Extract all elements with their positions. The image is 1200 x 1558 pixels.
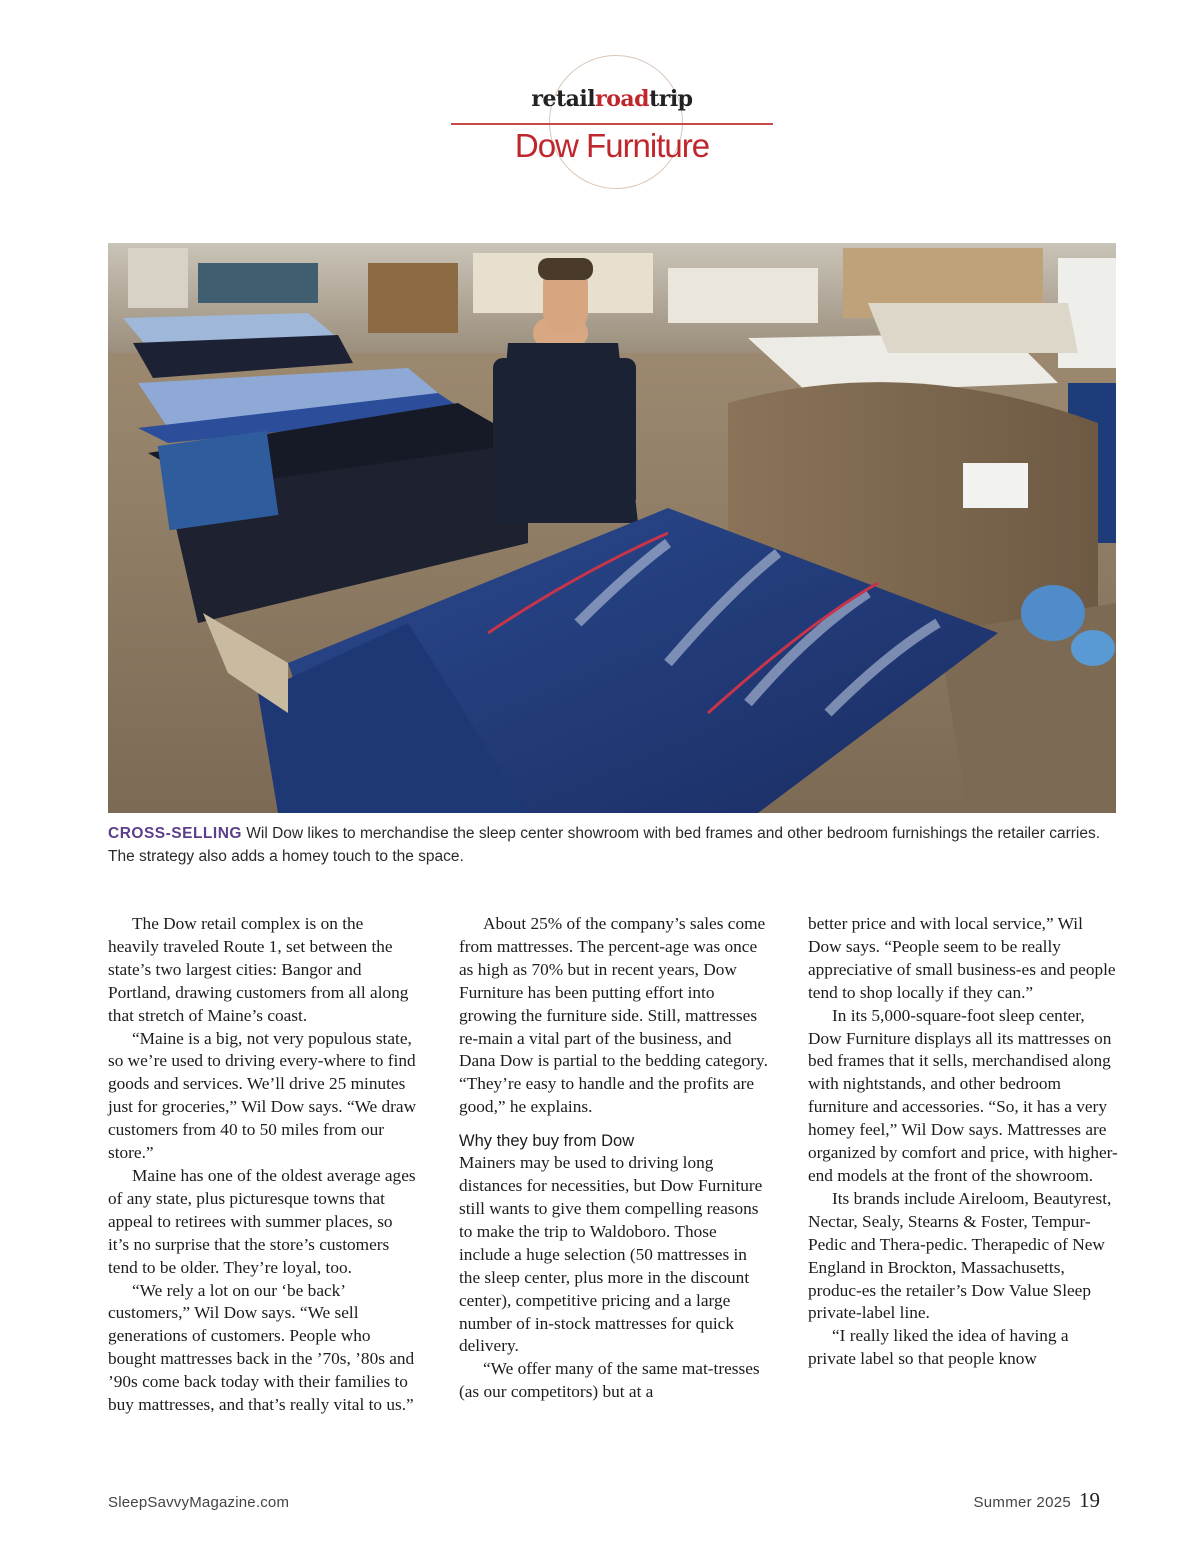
paragraph: “I really liked the idea of having a private label so that people know	[808, 1326, 1069, 1369]
kicker-retail: retail	[531, 86, 596, 112]
caption-text: Wil Dow likes to merchandise the sleep center showroom with bed frames and other bedroom furnishings the retailer carries. The strategy also adds a homey touch to the space.	[108, 825, 1101, 865]
page-number: 19	[1079, 1488, 1100, 1512]
paragraph: Its brands include Aireloom, Beautyrest, Nectar, Sealy, Stearns & Foster, Tempur-Pedic and Thera-pedic. Therapedic of New England in Brockton, Massachusetts, produc-es the retailer’s Dow Value Sleep private-label line.	[808, 1188, 1112, 1323]
subheading: Why they buy from Dow	[459, 1132, 635, 1151]
paragraph: The Dow retail complex is on the heavily traveled Route 1, set between the state’s two largest cities: Bangor and Portland, drawing customers from all along that stretch of Maine’s coast.	[108, 914, 409, 1025]
caption-lead: CROSS-SELLING	[108, 825, 242, 842]
paragraph: Mainers may be used to driving long distances for necessities, but Dow Furniture still wants to give them compelling reasons to make the trip to Waldoboro. Those include a huge selection (50 mattresses in the sleep center, plus more in the discount center), competitive pricing and a large number of in-stock mattresses for quick delivery.	[459, 1153, 763, 1356]
section-header	[0, 0, 1200, 230]
paragraph: better price and with local service,” Wil Dow says. “People seem to be really appreciative of small business-es and people tend to shop locally if they can.”	[808, 914, 1116, 1002]
kicker-trip: trip	[649, 86, 693, 112]
footer-issue-info	[973, 1488, 1100, 1513]
section-kicker	[451, 86, 773, 112]
paragraph: Maine has one of the oldest average ages of any state, plus picturesque towns that appeal to retirees with summer places, so it’s no surprise that the store’s customers tend to be older. They’re loyal, too.	[108, 1165, 416, 1277]
footer-website: SleepSavvyMagazine.com	[108, 1494, 290, 1511]
header-rule	[451, 123, 773, 125]
paragraph: In its 5,000-square-foot sleep center, Dow Furniture displays all its mattresses on bed frames that it sells, merchandised along with nightstands, and other bedroom furniture and accessories. “So, it has a very homey feel,” Wil Dow says. Mattresses are organized by comfort and price, with higher-end models at the front of the showroom.	[808, 1005, 1118, 1185]
section-title: Dow Furniture	[514, 127, 710, 164]
paragraph: About 25% of the company’s sales come from mattresses. The percent-age was once as high as 70% but in recent years, Dow Furniture has been putting effort into growing the furniture side. Still, mattresses re-main a vital part of the business, and Dana Dow is partial to the bedding category. “They’re easy to handle and the profits are good,” he explains.	[459, 914, 768, 1117]
showroom-photo	[108, 243, 1116, 813]
kicker-road: road	[595, 86, 650, 112]
article-column-1	[108, 913, 418, 1417]
footer-issue: Summer 2025	[973, 1494, 1071, 1511]
paragraph: “We rely a lot on our ‘be back’ customers,” Wil Dow says. “We sell generations of customers. People who bought mattresses back in the ’70s, ’80s and ’90s come back today with their families to buy mattresses, and that’s really vital to us.”	[108, 1280, 415, 1415]
photo-caption	[108, 822, 1118, 868]
article-column-2	[459, 913, 769, 1404]
paragraph: “Maine is a big, not very populous state, so we’re used to driving every-where to find goods and services. We’ll drive 25 minutes just for groceries,” Wil Dow says. “We draw customers from 40 to 50 miles from our store.”	[108, 1028, 417, 1163]
paragraph: “We offer many of the same mat-tresses (as our competitors) but at a	[459, 1359, 760, 1402]
article-column-3	[808, 913, 1118, 1371]
header-circle-ornament	[549, 55, 683, 189]
